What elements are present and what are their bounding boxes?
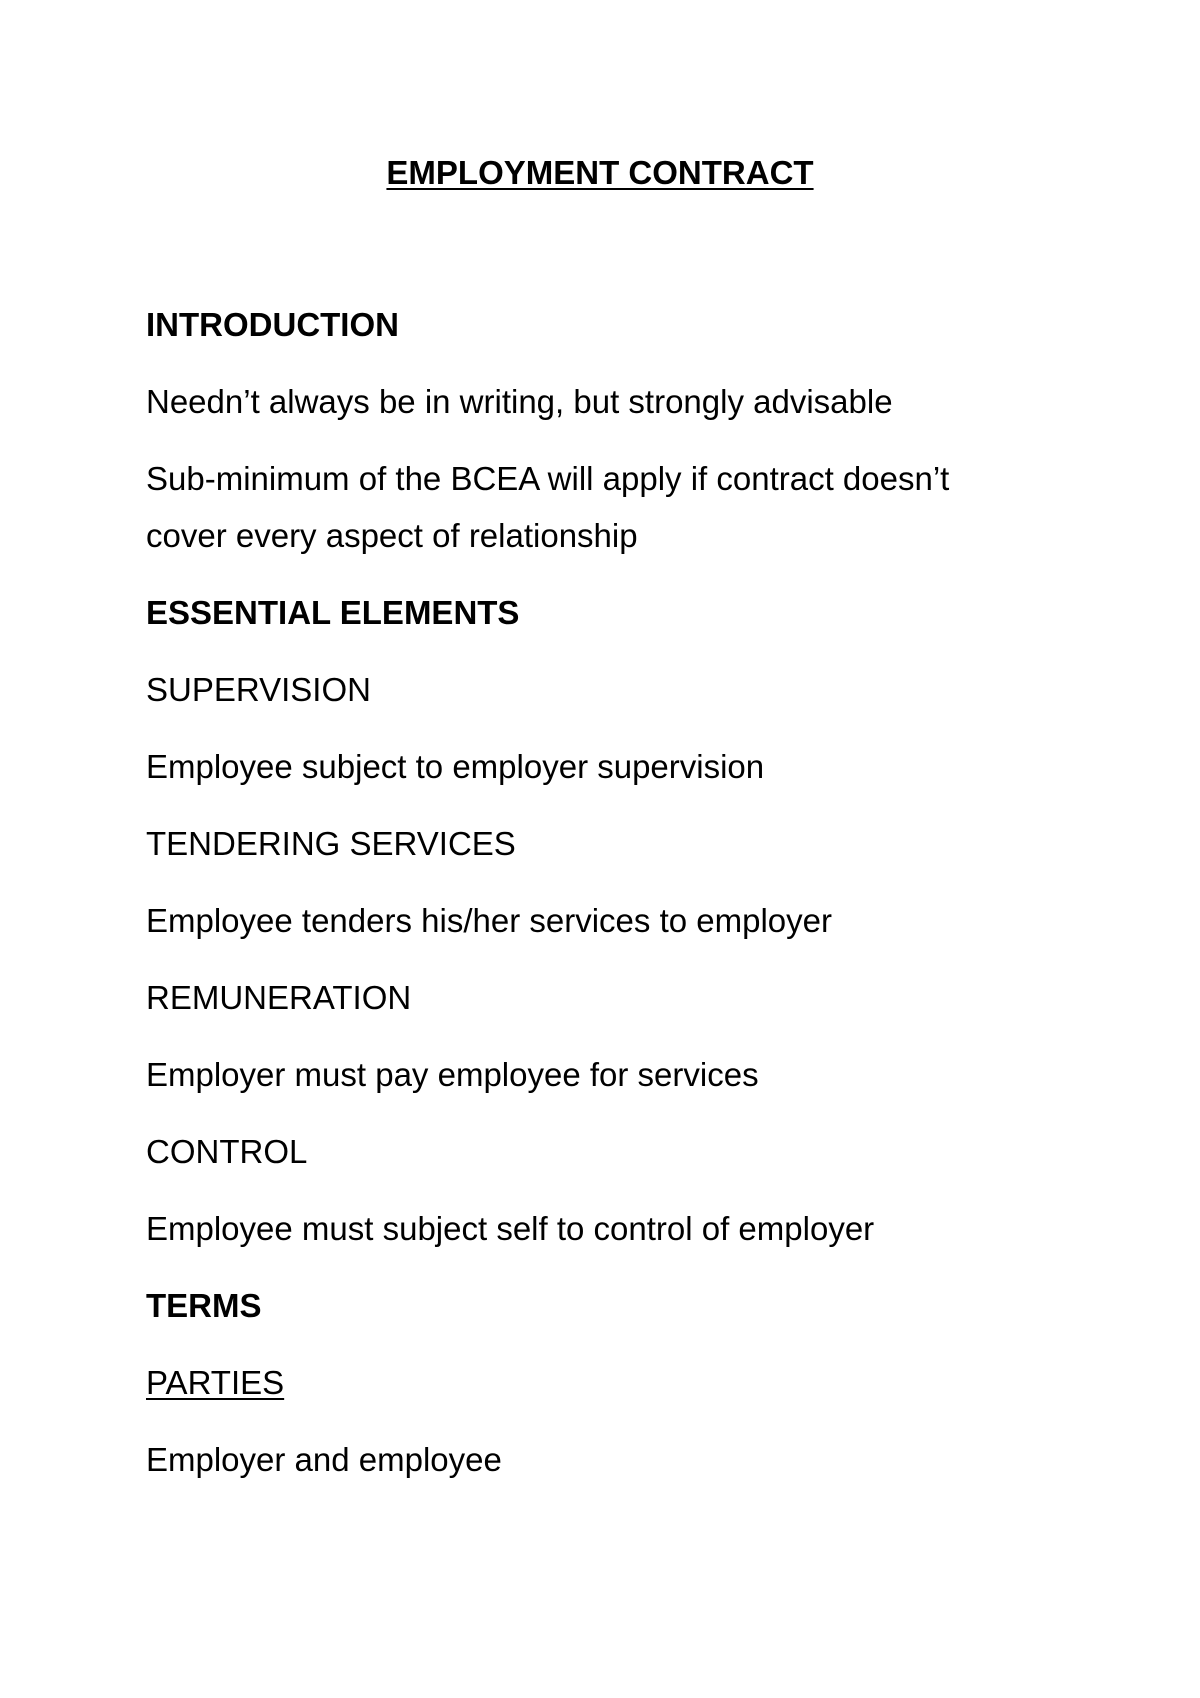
introduction-text-2-line-1: Sub-minimum of the BCEA will apply if contract doesn’t (146, 460, 950, 497)
subheading-tendering-services: TENDERING SERVICES (146, 825, 516, 862)
subheading-remuneration: REMUNERATION (146, 979, 412, 1016)
subheading-supervision: SUPERVISION (146, 671, 371, 708)
supervision-text: Employee subject to employer supervision (146, 748, 765, 785)
document-title: EMPLOYMENT CONTRACT (386, 154, 814, 191)
introduction-text-2-line-2: cover every aspect of relationship (146, 517, 638, 554)
section-heading-introduction: INTRODUCTION (146, 306, 399, 343)
parties-text: Employer and employee (146, 1441, 502, 1478)
subheading-parties: PARTIES (146, 1364, 285, 1401)
section-heading-essential-elements: ESSENTIAL ELEMENTS (146, 594, 520, 631)
subheading-control: CONTROL (146, 1133, 308, 1170)
control-text: Employee must subject self to control of employer (146, 1210, 875, 1247)
introduction-text-1: Needn’t always be in writing, but strongly advisable (146, 383, 893, 420)
remuneration-text: Employer must pay employee for services (146, 1056, 759, 1093)
tendering-services-text: Employee tenders his/her services to employer (146, 902, 832, 939)
section-heading-terms: TERMS (146, 1287, 262, 1324)
